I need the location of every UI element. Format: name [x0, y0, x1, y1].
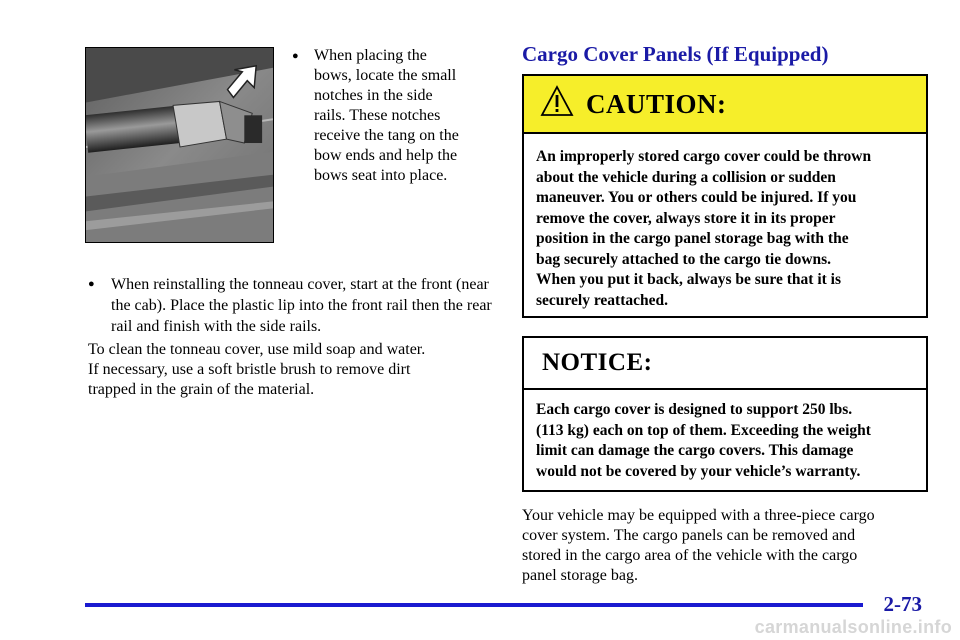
cleaning-paragraph: To clean the tonneau cover, use mild soap and water. If necessary, use a soft bristle brush to remove dirt trapped in the grain of the material. — [88, 341, 426, 398]
notice-header — [524, 338, 926, 390]
bullet-glyph: ● — [292, 50, 299, 62]
caution-header — [524, 76, 926, 134]
warning-triangle-icon — [540, 84, 574, 118]
reinstall-text: When reinstalling the tonneau cover, start at the front (near the cab). Place the plastic lip into the front rail then the rear rail and finish with the side rails. — [111, 276, 492, 335]
reinstall-bullet — [88, 274, 498, 337]
section-title: Cargo Cover Panels (If Equipped) — [522, 42, 829, 66]
notice-body: Each cargo cover is designed to support 250 lbs. (113 kg) each on top of them. Exceeding the weight limit can damage the cargo covers. This damage would not be covered by your vehicle’s warranty. — [536, 401, 871, 480]
page-number: 2-73 — [883, 592, 922, 616]
bow-placement-bullet — [292, 46, 492, 186]
bow-placement-text: When placing the bows, locate the small notches in the side rails. These notches receive the tang on the bow ends and help the bows seat into place. — [314, 47, 459, 184]
caution-box — [522, 74, 928, 318]
bullet-glyph: ● — [88, 278, 95, 290]
footer-rule — [85, 603, 863, 607]
caution-title: CAUTION: — [586, 88, 727, 119]
watermark: carmanualsonline.info — [754, 617, 952, 637]
bow-rail-illustration — [86, 48, 273, 242]
tonneau-bow-photo — [85, 47, 274, 243]
notice-box — [522, 336, 928, 492]
notice-title: NOTICE: — [542, 349, 653, 376]
cargo-system-paragraph: Your vehicle may be equipped with a three-piece cargo cover system. The cargo panels can be removed and stored in the cargo area of the vehicle with the cargo panel storage bag. — [522, 507, 875, 584]
caution-body: An improperly stored cargo cover could be thrown about the vehicle during a collision or sudden maneuver. You or others could be injured. If you remove the cover, always store it in its proper position in the cargo panel storage bag with the bag securely attached to the cargo tie downs. When you put it back, always be sure that it is securely reattached. — [536, 148, 872, 309]
